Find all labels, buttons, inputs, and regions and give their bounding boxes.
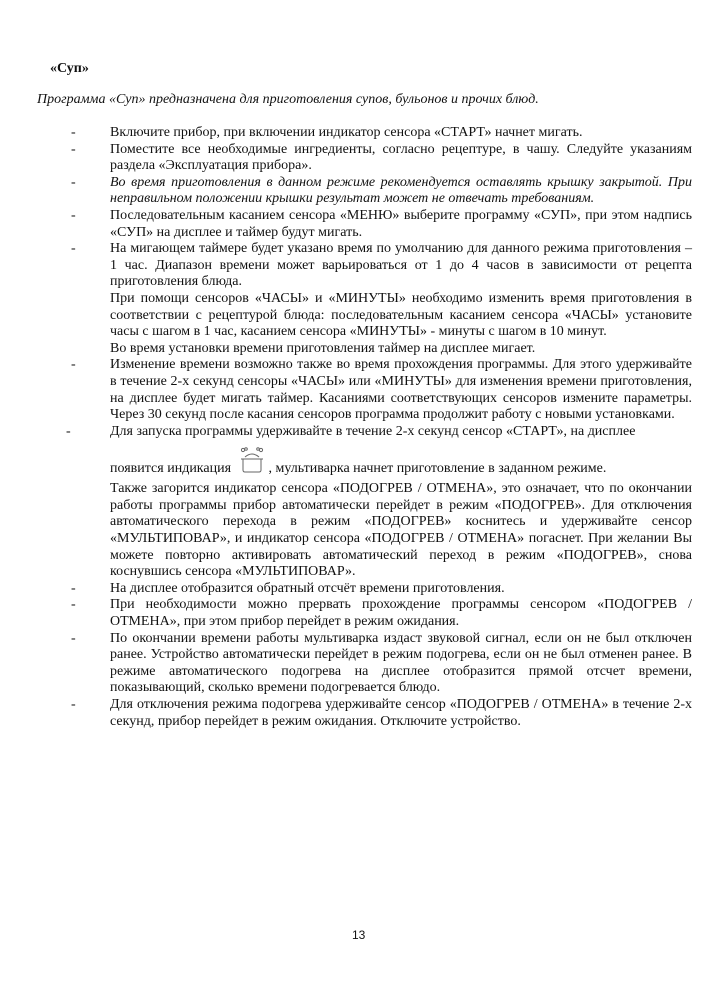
item-text: При помощи сенсоров «ЧАСЫ» и «МИНУТЫ» необходимо изменить время приготовления в соответствии с рецептурой блюда: последовательным касанием сенсора «ЧАСЫ» установите часы с шагом в 1 час, касанием сенсора «МИНУТЫ» - минуты с шагом в 10 минут. [110,290,692,340]
item-text: При необходимости можно прервать прохождение программы сенсором «ПОДОГРЕВ / ОТМЕНА», при этом прибор перейдет в режим ожидания. [110,597,692,630]
bullet-dash: - [71,207,76,223]
item-text: Поместите все необходимые ингредиенты, согласно рецептуре, в чашу. Следуйте указаниям раздела «Эксплуатация прибора». [110,141,692,174]
item-text: По окончании времени работы мультиварка издаст звуковой сигнал, если он не был отключен ранее. Устройство автоматически перейдет в режим подогрева, если он не был отменен ранее. В режиме автоматического подогрева на дисплее отобразится прямой отсчет времени, показывающий, сколько времени подогревается блюдо. [110,630,692,696]
bullet-dash: - [71,630,76,646]
bullet-dash: - [71,597,76,613]
list-item [0,125,692,142]
list-item [0,697,692,730]
list-item [0,581,692,598]
list-item [0,241,692,357]
item-text: Изменение времени возможно также во время прохождения программы. Для этого удерживайте в течение 2-х секунд сенсоры «ЧАСЫ» или «МИНУТЫ» для изменения времени приготовления, на дисплее будет мигать таймер. Касаниями соответствующих сенсоров измените параметры. Через 30 секунд после касания сенсоров программа продолжит работу с новыми установками. [110,357,692,423]
text-fragment: , мультиварка начнет приготовление в заданном режиме. [268,461,607,477]
bullet-dash: - [71,580,76,596]
list-item [0,631,692,697]
item-text: Включите прибор, при включении индикатор сенсора «СТАРТ» начнет мигать. [110,125,583,140]
list-item [0,597,692,630]
item-text: На дисплее отобразится обратный отсчёт времени приготовления. [110,580,505,596]
section-title: «Суп» [50,61,89,76]
list-item [0,208,692,241]
intro-text: Программа «Суп» предназначена для приготовления супов, бульонов и прочих блюд. [37,92,539,107]
bullet-dash: - [71,141,76,157]
item-text: Также загорится индикатор сенсора «ПОДОГРЕВ / ОТМЕНА», это означает, что по окончании работы программы прибор автоматически перейдет в режим «ПОДОГРЕВ». Для отключения автоматического перехода в режим «ПОДОГРЕВ» коснитесь и удерживайте сенсор «МУЛЬТИПОВАР», и индикатор сенсора «ПОДОГРЕВ / ОТМЕНА» погаснет. При желании Вы можете повторно активировать автоматический переход в режим «ПОДОГРЕВ», снова коснувшись сенсора «МУЛЬТИПОВАР». [110,481,692,580]
item-text: Во время установки времени приготовления таймер на дисплее мигает. [110,340,536,356]
text-fragment: появится индикация [110,461,232,477]
bullet-dash: - [71,125,76,140]
item-text-italic: Во время приготовления в данном режиме рекомендуется оставлять крышку закрытой. При неправильном положении крышки результат может не отвечать требованиям. [110,174,692,207]
cooking-pot-icon [237,446,267,481]
bullet-dash: - [71,174,76,190]
bullet-dash: - [71,357,76,373]
bullet-dash: - [66,423,71,439]
list-item [0,357,692,423]
list-item [0,142,692,175]
list-item [0,424,692,581]
item-text-with-icon [110,446,692,481]
page-number: 13 [352,928,366,942]
item-text: Для запуска программы удерживайте в течение 2-х секунд сенсор «СТАРТ», на дисплее [110,423,636,439]
instruction-list [0,125,707,730]
item-text: Для отключения режима подогрева удерживайте сенсор «ПОДОГРЕВ / ОТМЕНА» в течение 2-х секунд, прибор перейдет в режим ожидания. Отключите устройство. [110,697,692,729]
list-item [0,175,692,208]
bullet-dash: - [71,697,76,712]
item-text: На мигающем таймере будет указано время по умолчанию для данного режима приготовления – 1 час. Диапазон времени может варьироваться от 1 до 4 часов в зависимости от рецепта приготовления блюда. [110,241,692,290]
item-text: Последовательным касанием сенсора «МЕНЮ» выберите программу «СУП», при этом надпись «СУП» на дисплее и таймер будут мигать. [110,207,692,240]
bullet-dash: - [71,241,76,257]
